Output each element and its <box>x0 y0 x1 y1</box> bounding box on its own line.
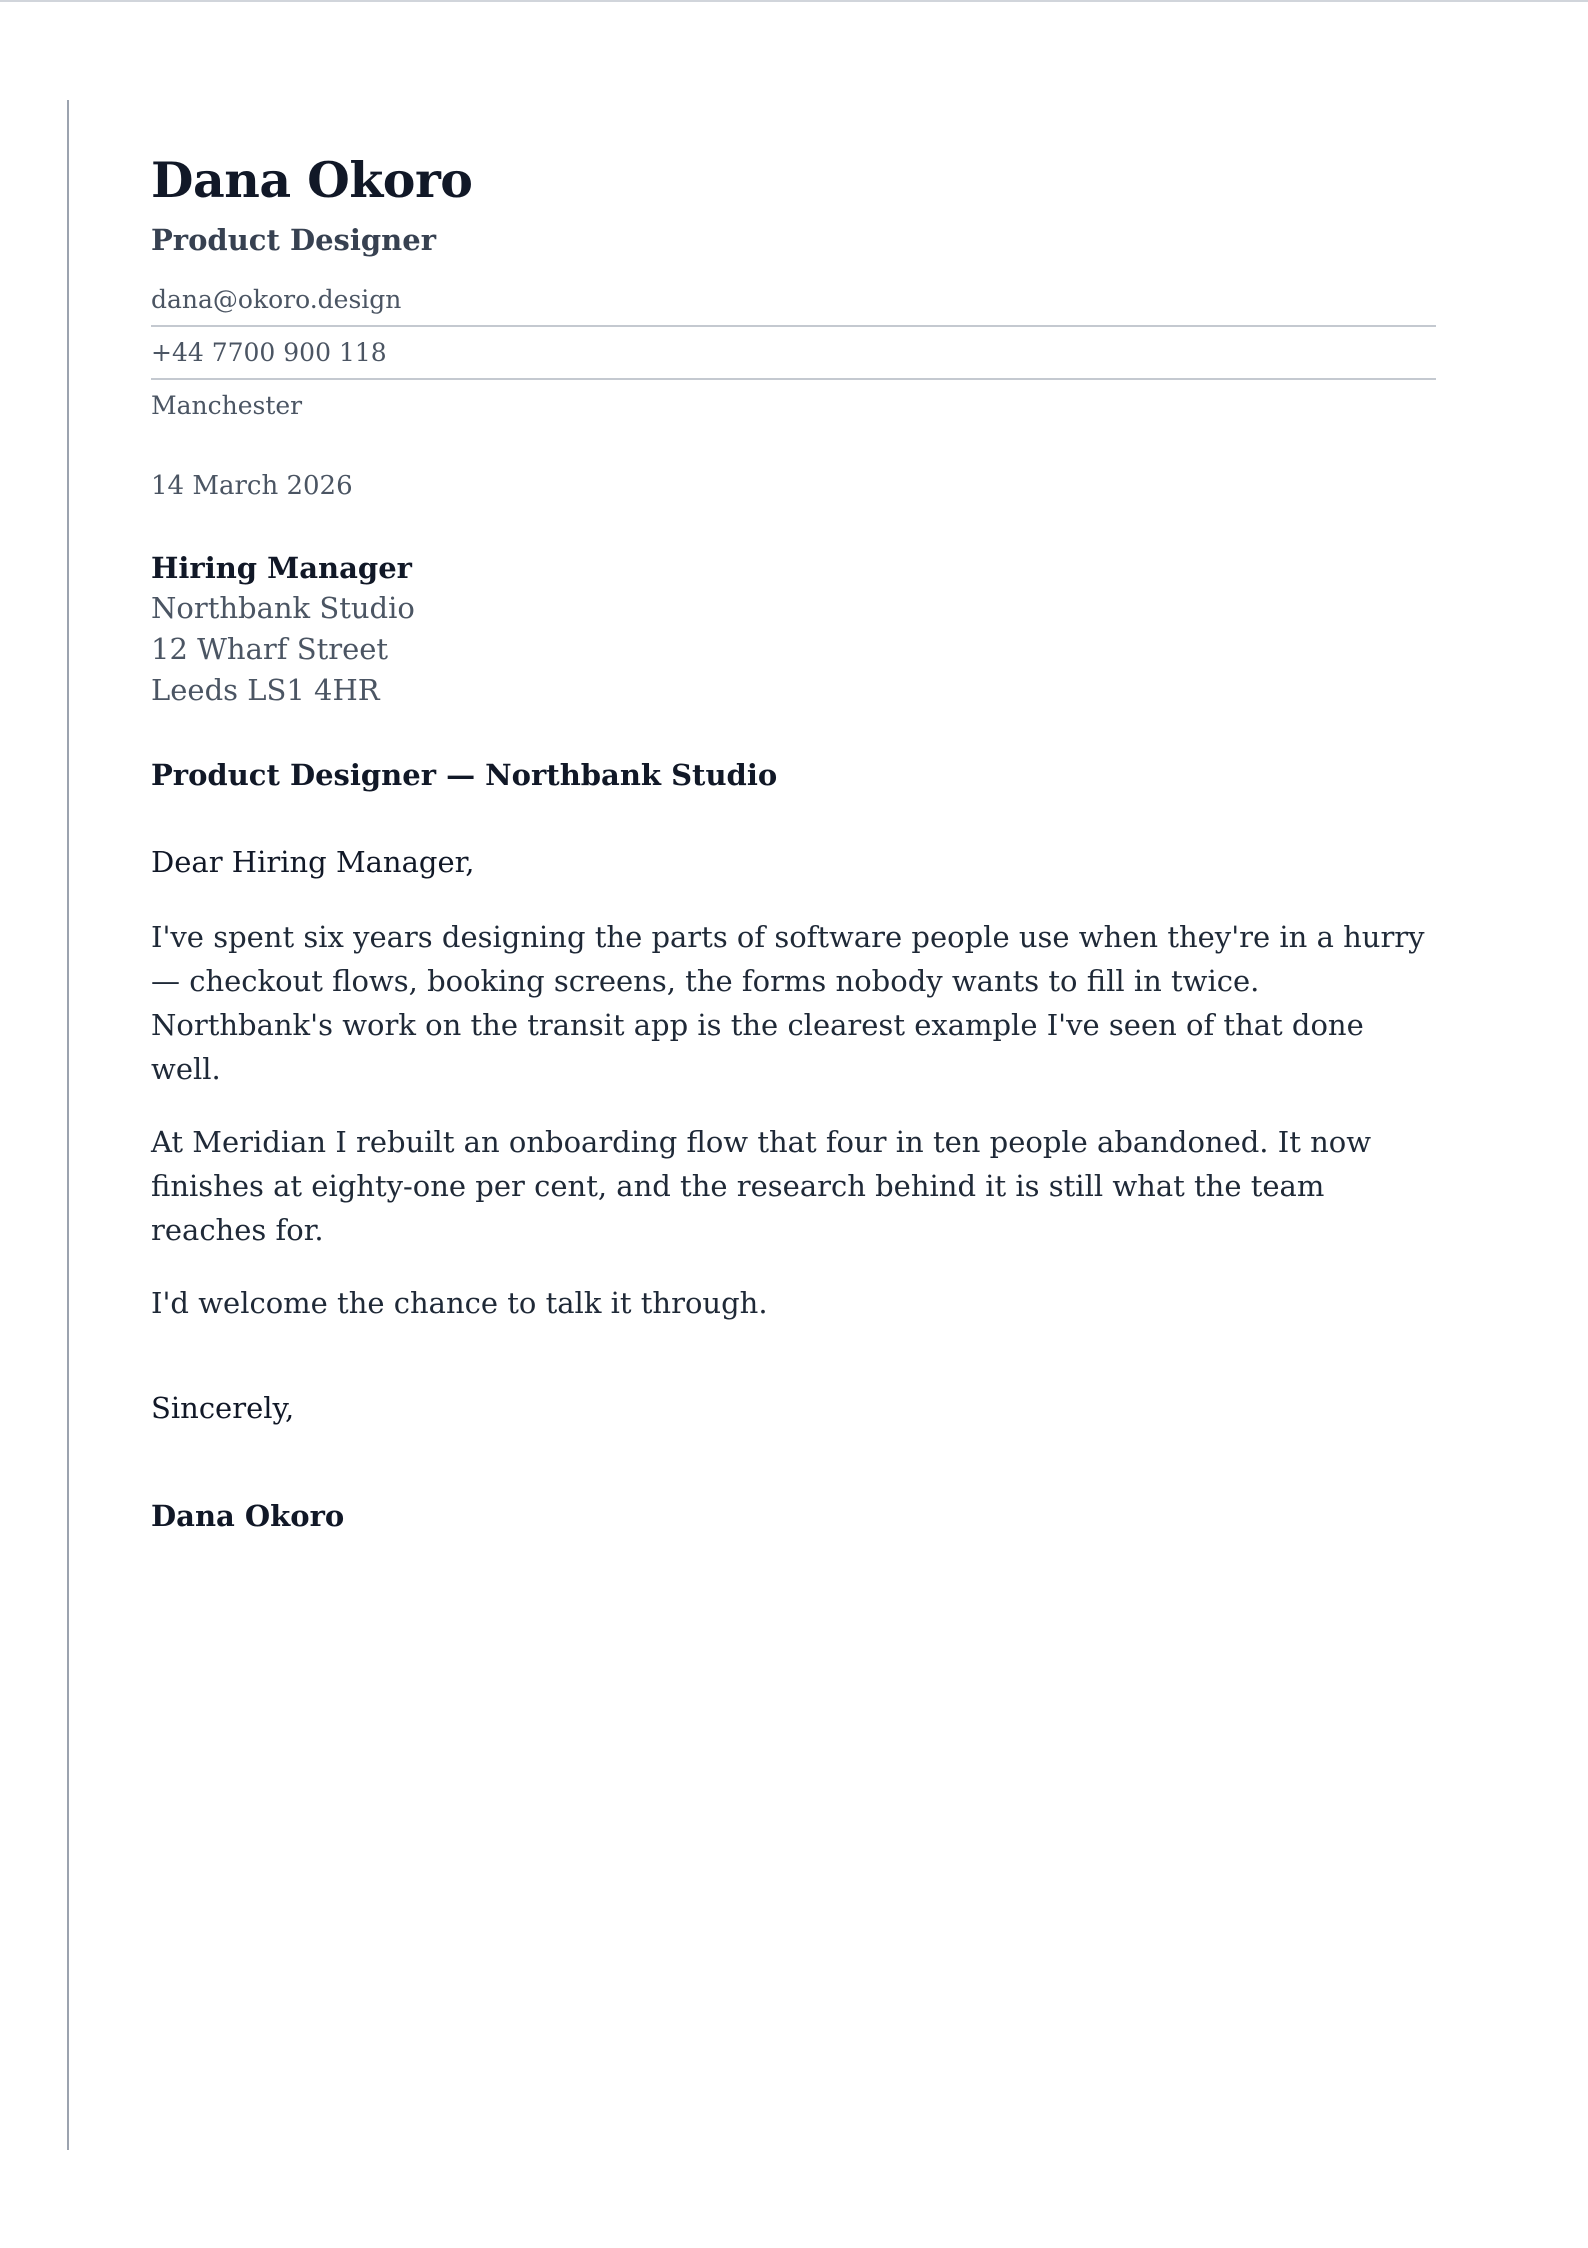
body-paragraph-3: I'd welcome the chance to talk it through. <box>151 1286 768 1320</box>
recipient-block <box>151 548 1436 711</box>
cover-letter <box>151 150 1436 1536</box>
letter-date: 14 March 2026 <box>151 471 353 501</box>
top-divider <box>0 0 1588 2</box>
contact-phone: +44 7700 900 118 <box>151 327 1436 380</box>
recipient-street: 12 Wharf Street <box>151 632 389 666</box>
letterhead <box>151 150 1436 431</box>
signature: Dana Okoro <box>151 1499 345 1533</box>
subject-line: Product Designer — Northbank Studio <box>151 758 778 792</box>
margin-rule <box>67 100 69 2150</box>
recipient-name: Hiring Manager <box>151 551 412 585</box>
sender-title: Product Designer <box>151 223 436 257</box>
sender-name: Dana Okoro <box>151 151 473 209</box>
recipient-company: Northbank Studio <box>151 591 415 625</box>
contact-list <box>151 274 1436 431</box>
body-paragraph-2: At Meridian I rebuilt an onboarding flow that four in ten people abandoned. It now finishes at eighty-one per cent, and the research behind it is still what the team reaches for. <box>151 1125 1372 1247</box>
body-paragraph-1: I've spent six years designing the parts of software people use when they're in a hurry — checkout flows, booking screens, the forms nobody wants to fill in twice. Northbank's work on the transit app is the clearest example I've seen of that done well. <box>151 920 1425 1086</box>
recipient-city: Leeds LS1 4HR <box>151 673 380 707</box>
letter-body <box>151 915 1436 1325</box>
salutation: Dear Hiring Manager, <box>151 845 475 879</box>
contact-email: dana@okoro.design <box>151 274 1436 327</box>
closing: Sincerely, <box>151 1391 295 1425</box>
contact-location: Manchester <box>151 391 303 420</box>
